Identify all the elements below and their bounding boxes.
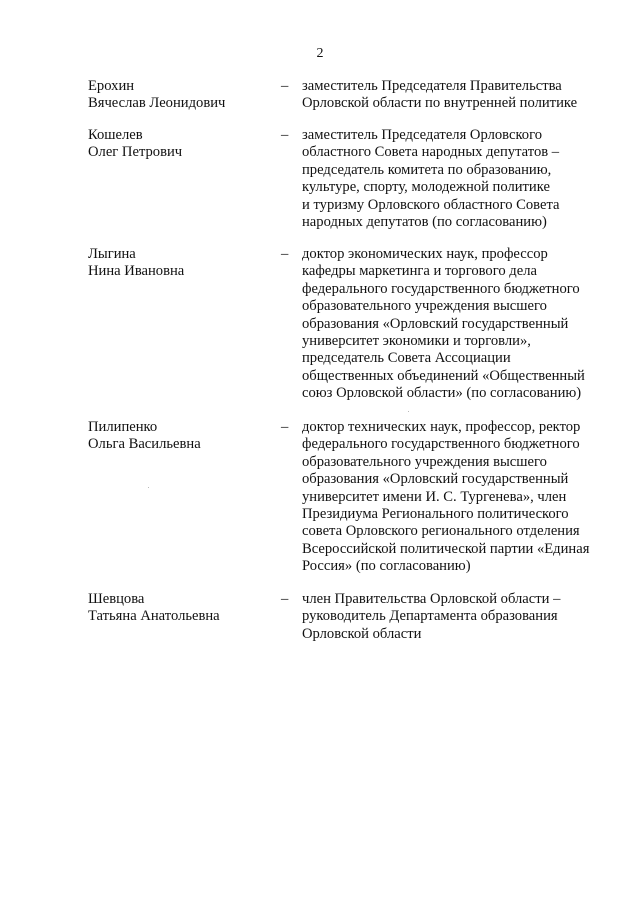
member-given-names: Олег Петрович xyxy=(88,144,183,161)
role-line: общественных объединений «Общественный xyxy=(302,367,585,384)
member-role xyxy=(302,78,622,113)
member-surname: Ерохин xyxy=(88,78,135,94)
role-line: образовательного учреждения высшего xyxy=(302,453,547,470)
role-line: кафедры маркетинга и торгового дела xyxy=(302,263,537,280)
role-line: заместитель Председателя Орловского xyxy=(302,127,543,143)
role-line: председатель Совета Ассоциации xyxy=(302,350,511,367)
member-surname: Лыгина xyxy=(88,246,136,262)
member-role xyxy=(302,591,622,643)
member-surname: Пилипенко xyxy=(88,419,158,435)
scan-speck xyxy=(148,487,149,488)
member-role xyxy=(302,419,622,576)
role-line: доктор экономических наук, профессор xyxy=(302,246,548,262)
role-line: университет имени И. С. Тургенева», член xyxy=(302,488,567,505)
role-line: образования «Орловский государственный xyxy=(302,315,569,332)
separator-dash: – xyxy=(281,591,289,607)
role-line: культуре, спорту, молодежной политике xyxy=(302,179,550,196)
role-line: и туризму Орловского областного Совета xyxy=(302,196,560,213)
role-line: образования «Орловский государственный xyxy=(302,471,569,488)
role-line: Россия» (по согласованию) xyxy=(302,558,471,575)
separator-dash: – xyxy=(281,127,289,143)
role-line: Орловской области xyxy=(302,625,422,642)
separator-dash: – xyxy=(281,78,289,94)
member-name xyxy=(88,246,268,281)
member-name xyxy=(88,78,268,113)
role-line: федерального государственного бюджетного xyxy=(302,280,580,297)
role-line: Орловской области по внутренней политике xyxy=(302,95,578,112)
scan-speck xyxy=(408,411,409,412)
page-number: 2 xyxy=(316,46,324,61)
member-name xyxy=(88,591,268,626)
member-given-names: Ольга Васильевна xyxy=(88,436,201,453)
role-line: Всероссийской политической партии «Единая xyxy=(302,540,590,557)
role-line: федерального государственного бюджетного xyxy=(302,436,580,453)
member-role xyxy=(302,127,622,231)
member-name xyxy=(88,419,268,454)
role-line: университет экономики и торговли», xyxy=(302,333,531,350)
role-line: заместитель Председателя Правительства xyxy=(302,78,562,94)
role-line: председатель комитета по образованию, xyxy=(302,161,552,178)
role-line: руководитель Департамента образования xyxy=(302,608,558,625)
role-line: народных депутатов (по согласованию) xyxy=(302,214,547,231)
role-line: союз Орловской области» (по согласованию) xyxy=(302,385,582,402)
role-line: Президиума Регионального политического xyxy=(302,506,569,523)
role-line: член Правительства Орловской области – xyxy=(302,591,561,607)
member-surname: Шевцова xyxy=(88,591,145,607)
member-name xyxy=(88,127,268,162)
member-surname: Кошелев xyxy=(88,127,143,143)
member-given-names: Нина Ивановна xyxy=(88,263,185,280)
member-given-names: Татьяна Анатольевна xyxy=(88,608,220,625)
member-role xyxy=(302,246,622,403)
role-line: областного Совета народных депутатов – xyxy=(302,144,560,161)
role-line: совета Орловского регионального отделения xyxy=(302,523,580,540)
separator-dash: – xyxy=(281,246,289,262)
member-given-names: Вячеслав Леонидович xyxy=(88,95,226,112)
role-line: доктор технических наук, профессор, ректор xyxy=(302,419,581,435)
separator-dash: – xyxy=(281,419,289,435)
role-line: образовательного учреждения высшего xyxy=(302,298,547,315)
